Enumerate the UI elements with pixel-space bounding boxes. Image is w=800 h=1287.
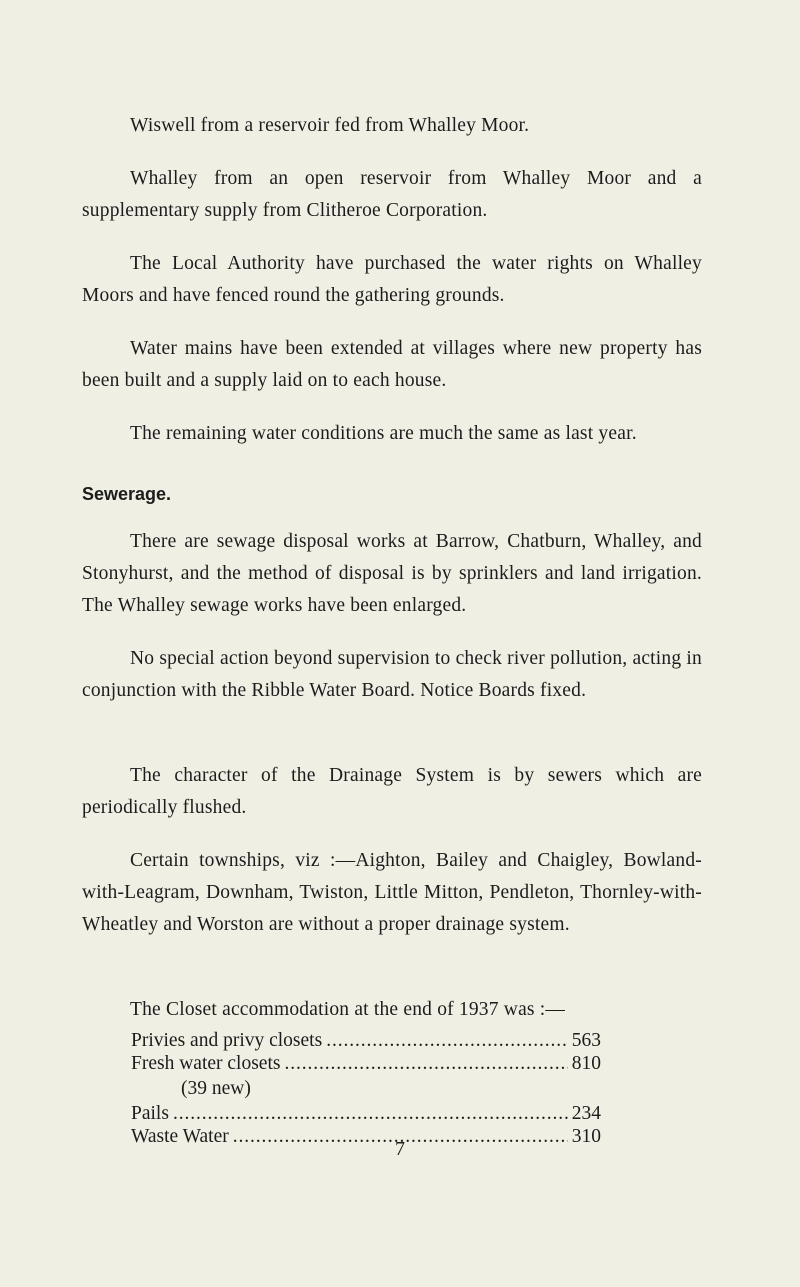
paragraph-closet-accommodation: The Closet accommodation at the end of 1937 was :— — [130, 999, 566, 1020]
row-label: Privies and privy closets — [131, 1030, 323, 1051]
paragraph-water-conditions: The remaining water conditions are much the same as last year. — [130, 423, 637, 444]
row-value: 234 — [571, 1103, 601, 1124]
paragraph-townships: Certain townships, viz :—Aighton, Bailey and Chaigley, Bowland-with-Leagram, Downham, Twiston, Little Mitton, Pendleton, Thornley-with-Wheatley and Worston are without a proper drainage system. — [82, 850, 702, 935]
paragraph-river-pollution: No special action beyond supervision to check river pollution, acting in conjunction with the Ribble Water Board. Notice Boards fixed. — [82, 648, 702, 701]
row-value: 810 — [571, 1053, 601, 1074]
page-number: 7 — [395, 1138, 405, 1160]
row-label: Pails — [131, 1103, 169, 1124]
row-value: 563 — [571, 1030, 601, 1051]
paragraph-drainage-system: The character of the Drainage System is by sewers which are periodically flushed. — [82, 765, 702, 818]
new-closets-note: (39 new) — [181, 1078, 251, 1099]
leader-dots — [173, 1103, 568, 1125]
paragraph-water-mains: Water mains have been extended at villages where new property has been built and a supply laid on to each house. — [82, 338, 702, 391]
paragraph-wiswell: Wiswell from a reservoir fed from Whalley Moor. — [130, 115, 530, 136]
paragraph-water-rights: The Local Authority have purchased the water rights on Whalley Moors and have fenced round the gathering grounds. — [82, 253, 702, 306]
section-heading-sewerage: Sewerage. — [82, 484, 172, 504]
paragraph-whalley: Whalley from an open reservoir from Whalley Moor and a supplementary supply from Clitheroe Corporation. — [82, 168, 702, 221]
paragraph-sewage-disposal: There are sewage disposal works at Barrow, Chatburn, Whalley, and Stonyhurst, and the method of disposal is by sprinklers and land irrigation. The Whalley sewage works have been enlarged. — [82, 531, 702, 616]
leader-dots — [284, 1053, 567, 1075]
row-label: Waste Water — [131, 1126, 229, 1147]
leader-dots — [326, 1030, 568, 1052]
row-value: 310 — [571, 1126, 601, 1147]
row-label: Fresh water closets — [131, 1053, 281, 1074]
